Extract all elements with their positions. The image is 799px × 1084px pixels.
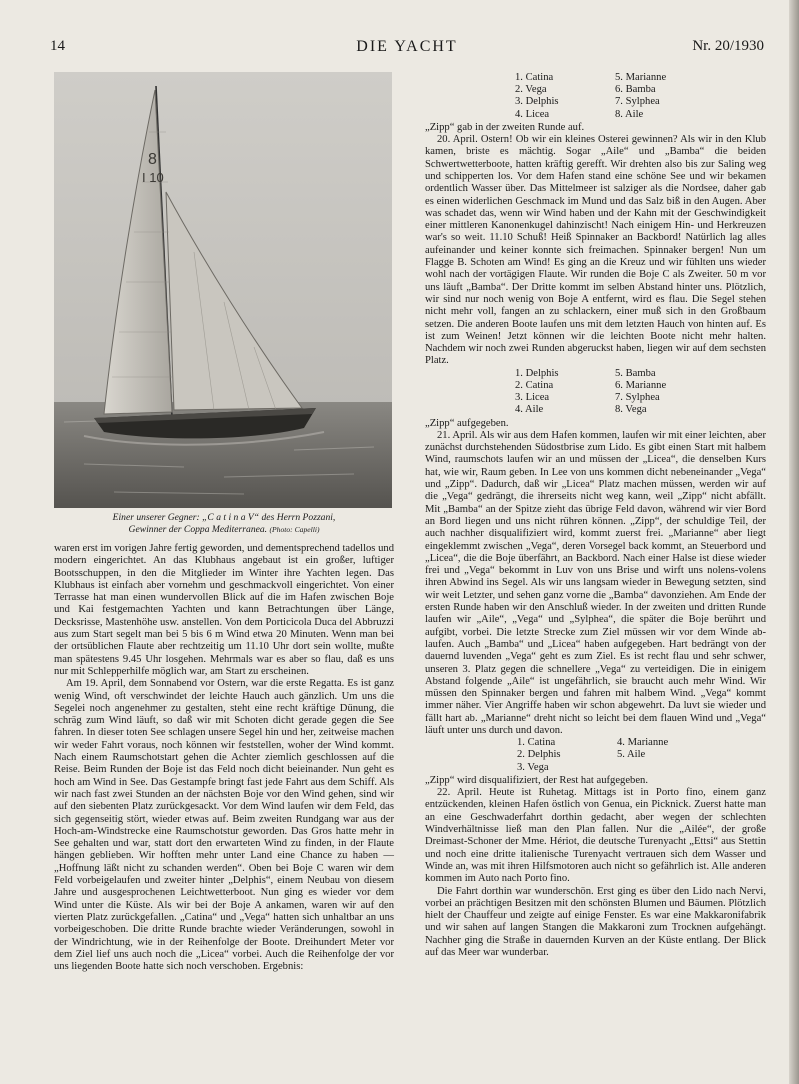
- result-item: 4. Licea: [515, 108, 550, 120]
- result-item: 8. Aile: [615, 108, 644, 120]
- paragraph-trip: Die Fahrt dorthin war wunderschön. Erst ging es über den Lido nach Nervi, vorbei an prächtigen Besitzen mit den schönsten Blumen und Bäumen. Plötzlich hielt der Chauffeur und zeigte auf einige Fenster. Es war eine Makkaronifabrik und wir sahen auf langen Stangen die Makkaroni zum Trocknen aufgehängt. Nachher ging die Straße in dauernden Kurven an der Küste entlang. Der Blick auf das Meer war wunderbar.: [425, 885, 766, 959]
- caption-line-2: Gewinner der Coppa Mediterranea.: [128, 524, 268, 535]
- results-table-3: [517, 737, 766, 774]
- result-note-2: „Zipp“ aufgegeben.: [425, 417, 509, 429]
- result-item: 3. Vega: [517, 761, 549, 773]
- result-item: 6. Bamba: [615, 84, 656, 96]
- page-number: 14: [50, 38, 65, 54]
- result-item: 5. Bamba: [615, 367, 656, 379]
- left-paragraph-2: Am 19. April, dem Sonnabend vor Ostern, war die erste Regatta. Es ist ganz wenig Wind, oft verschwindet der leichte Hauch auch gänzlich. Um uns die Segelei noch angenehmer zu gestalten, steht eine recht kräftige Dünung, die schräg zum Wind läuft, so daß wir mit Schoten dicht gerade gegen die See fahren. In dieser toten See schlagen unsere Segel hin und her, zeitweise machen wir weder Fahrt voraus, noch können wir feststellen, woher der Wind kommt. Nach einem Raumschotstart gehen die Achter ziemlich geschlossen auf die Reise. Beim Runden der Boje ist das Feld noch dicht beieinander. Nun geht es hoch am Wind in See. Das Gestampfe bringt fast jede Fahrt aus dem Schiff. Als wir nach fast zwei Stunden an der nächsten Boje vor den Wind gehen, sind wir auf den siebenten Platz zurückgesackt. Vor dem Wind laufen wir dem Feld, das sich gegenseitig stört, wieder etwas auf. Beim zweiten Rundgang war aus der Hoch-am-Windstrecke eine Raumschotstur geworden. Das Gros hatte mehr in See gehalten und war, statt dort den erwarteten Wind zu finden, in der Flaute hängen geblieben. Wir hofften mehr unter Land eine Chance zu haben — „Hoffnung läßt nicht zu schanden werden“. Oben bei Boje C waren wir dem Feld vorbeigelaufen und zweiter hinter „Delphis“, einem Neubau von diesem Jahre und ausgesprochenen Leichtwetterboot. Nun ging es wieder vor dem Wind unter die Küste. Als wir bei der Boje A ankamen, waren wir auf den vierten Platz zurückgefallen. „Catina“ und „Vega“ hatten sich unhaltbar an uns vorbeigeschoben. Die dritte Runde brachte wieder Veränderungen, sowohl in der Windrichtung, wie in der Reihenfolge der Boote. Dreihundert Meter vor dem Ziel lief uns auch noch die „Licea“ vorbei. Auch die Reihenfolge der vor uns liegenden Boote hatte sich noch verschoben. Ergebnis:: [54, 678, 394, 973]
- result-item: 6. Marianne: [615, 379, 667, 391]
- paragraph-april-22: 22. April. Heute ist Ruhetag. Mittags ist in Porto fino, einem ganz entzückenden, kleinen Hafen östlich von Genua, ein Picknick. Zuerst hatte man an eine Geschwaderfahrt dorthin gedacht, aber wegen der schlechten Windverhältnisse ließ man den Plan fallen. Nur die „Ailée“, der große Dreimast-Schoner der Mme. Hériot, die deutsche Turenyacht „Ettsi“ aus Stettin und noch eine dritte italienische Turenyacht vertrauen sich dem Wasser und Winde an, was mit ihren Hilfsmotoren auch nicht so gefährlich ist. Alle anderen kommen im Auto nach Porto fino.: [425, 787, 766, 885]
- left-paragraph-1: waren erst im vorigen Jahre fertig geworden, und dementsprechend tadellos und modern eingerichtet. An das Klubhaus angebaut ist ein großer, luftiger Bootsschuppen, in den die Mitglieder im Winter ihre Yachten legen. Das Klubhaus ist einfach aber vornehm und geschmackvoll eingerichtet. Von einer Terrasse hat man einen wundervollen Blick auf die im Hafen zwischen Boje und Kai festgemachten Yachten und kann Betrachtungen über Länge, Decksrisse, Mastenhöhe usw. anstellen. Von dem Porticicola Duca del Abbruzzi aus zum Start segelt man bei 5 bis 6 m Wind etwa 20 Minuten. Wenn man bei der ortsüblichen Flaute aber rechtzeitig um 11.10 Uhr dort sein wollte, mußte man spätestens 9.45 Uhr losgehen. Mehrmals war es aber so flau, daß es uns nur mit Schlepperhilfe möglich war, am Start zu erscheinen.: [54, 543, 394, 677]
- issue-number: Nr. 20/1930: [692, 38, 764, 54]
- sailboat-illustration: [54, 72, 392, 508]
- result-item: 4. Marianne: [617, 737, 669, 749]
- result-item: 3. Delphis: [515, 96, 559, 108]
- result-item: 7. Sylphea: [615, 96, 660, 108]
- result-item: [617, 762, 717, 774]
- left-column: [54, 543, 394, 973]
- result-item: 5. Marianne: [615, 72, 667, 83]
- result-item: 2. Vega: [515, 84, 547, 96]
- result-item: 2. Delphis: [517, 749, 561, 761]
- sail-number-bottom: I 10: [142, 170, 164, 185]
- sail-number-top: 8: [148, 151, 157, 168]
- right-column: [425, 72, 766, 959]
- result-item: 2. Catina: [515, 379, 554, 391]
- page-edge-shadow: [789, 0, 799, 1084]
- results-table-1: [515, 72, 766, 121]
- paragraph-april-20: 20. April. Ostern! Ob wir ein kleines Osterei gewinnen? Als wir in den Klub kamen, briste es mächtig. Sogar „Aile“ und „Bamba“ die beiden Schwertwetterboote, hatten kräftig gerefft. Wir drehten also bis zur Saling weg und schipperten los. Vor dem Hafen stand eine schöne See und wir bekamen ordentlich Wasser über. Das Mittelmeer ist salziger als die Nordsee, daher gab es einen widerlichen Geschmack im Mund und das Salz biß in den Augen. Aber was schadet das, wenn wir Wind haben und der Kahn mit der Geschwindigkeit einer mittleren Kanonenkugel dahinzischt! Nach einigem Hin- und Herkreuzen war's so weit. 11.10 Schuß! Heiß Spinnaker an Backbord! Natürlich lag alles aufeinander und keiner konnte sich freimachen. Spinnaker bergen! Nun um Flagge B. Schoten am Wind! Es ging an die Kreuz und wir fühlten uns wieder wohl nach der vortägigen Flaute. Wir runden die Boje C als Zweiter. 50 m vor uns läuft „Bamba“. Der Dritte kommt im selben Abstand hinter uns. Plötzlich, wir sind nur noch wenig von Boje A entfernt, wird es flau. Die Segel stehen nicht mehr voll, fangen an zu schlackern, einer muß sich in den Großbaum setzen. Die anderen Boote laufen uns mit dem letzten Hauch von hinten auf. Es ist zum Weinen! Jetzt können wir die leichten Boote nicht mehr halten. Nachdem wir noch zwei Runden abgeruckst haben, liegen wir auf dem sechsten Platz.: [425, 134, 766, 367]
- page-header: [50, 38, 764, 58]
- result-item: 5. Aile: [617, 749, 646, 761]
- result-note-3: „Zipp“ wird disqualifiziert, der Rest hat aufgegeben.: [425, 774, 648, 786]
- result-item: 1. Delphis: [515, 367, 559, 379]
- magazine-title: DIE YACHT: [356, 38, 458, 55]
- result-item: 1. Catina: [515, 72, 554, 83]
- result-item: 4. Aile: [515, 404, 544, 416]
- sailboat-photo: [54, 72, 392, 508]
- result-item: 7. Sylphea: [615, 392, 660, 404]
- result-note-1: „Zipp“ gab in der zweiten Runde auf.: [425, 121, 585, 133]
- paragraph-april-21: 21. April. Als wir aus dem Hafen kommen, laufen wir mit einer leichten, aber zunächst durchstehenden Südostbrise zum Lido. Es gibt einen Start mit halbem Wind, raumschots laufen wir an und müssen der „Licea“, die denselben Kurs hat, wie wir, Raum geben. In Lee von uns kommen dicht nebeneinander „Vega“ und „Zipp“. Dadurch, daß wir „Licea“ Platz machen müssen, werden wir auf die „Vega“ gedrängt, die ihrerseits nicht weg kann, weil „Zipp“ nicht abfällt. Mit „Bamba“ an der Spitze zieht das übrige Feld davon, während wir vier Bord an Bord liegen und uns nicht rühren können. „Zipp“, der schuldige Teil, der auch nachher disqualifiziert wird, kommt zuerst frei. „Marianne“ aber liegt eingeklemmt zwischen „Vega“, deren Vorsegel back kommt, an Steuerbord und „Licea“, die die Boje überfährt, an Backbord. Nach einer Halse ist diese wieder frei und „Vega“ bekommt in Luv von uns Brise und wirft uns nolens-volens ihren Abwind ins Segel. Als wir uns langsam wieder in Bewegung setzten, sind wir weit Letzter, und sehen ganz vorne die „Bamba“ davonziehen. Am Ende der ersten Runde haben wir den Anschluß wieder. In der zweiten und dritten Runde laufen wir „Aile“, „Vega“ und „Sylphea“, die später die Boje berührt und aufgibt, vorbei. Die letzte Strecke zum Ziel müssen wir vor dem Winde ablaufen. Auch „Bamba“ und „Licea“ haben aufgegeben. Hart bedrängt von der dauernd luvenden „Vega“ geht es zum Ziel. Es ist recht flau und sehr schwer, unseren 3. Platz gegen die schnellere „Vega“ zu verteidigen. Die in einigem Abstand folgende „Aile“ ist ungefährlich, sie braucht auch mehr Wind. Wir müssen den Spinnaker bergen und fahren mit halbem Wind. „Vega“ kommt immer näher. Vier Angriffe haben wir schon abgewehrt. Da luvt sie wieder und fällt hart ab. „Marianne“ dreht nicht so leicht bei dem flauen Wind und „Vega“ läuft unter uns durch und davon.: [425, 429, 766, 736]
- results-table-2: [515, 368, 766, 417]
- result-item: 3. Licea: [515, 392, 550, 404]
- photo-caption: [54, 512, 394, 536]
- result-item: 1. Catina: [517, 737, 556, 749]
- result-item: 8. Vega: [615, 404, 647, 416]
- caption-line-1: Einer unserer Gegner: „C a t i n a V“ des Herrn Pozzani,: [112, 512, 336, 523]
- photo-credit: (Photo: Capelli): [269, 525, 320, 534]
